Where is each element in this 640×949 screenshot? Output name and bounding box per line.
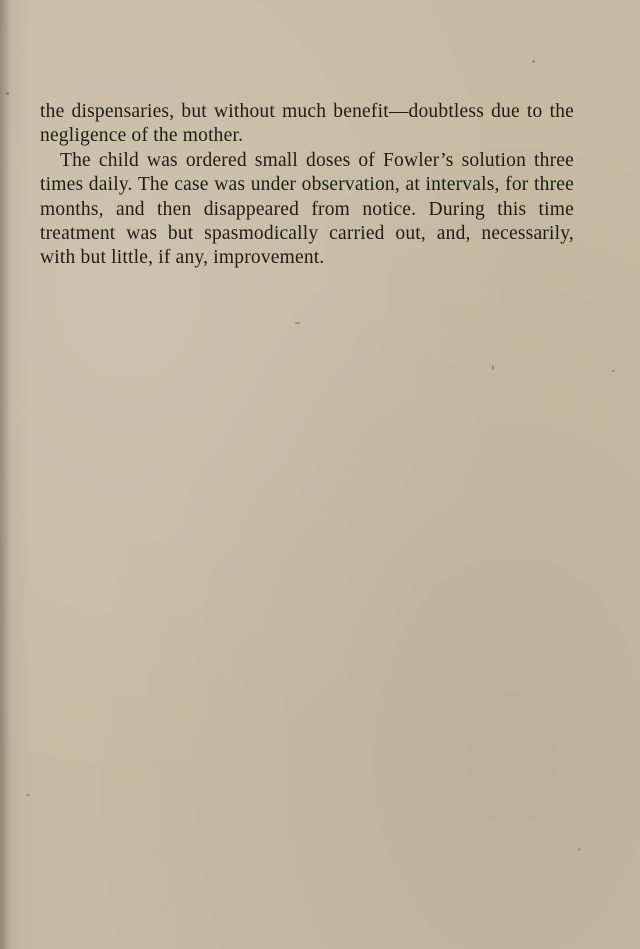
- page-edge-shadow: [0, 0, 10, 949]
- paper-speck: [6, 92, 9, 95]
- paper-speck: [532, 60, 535, 63]
- body-text: [40, 100, 574, 271]
- paper-speck: [612, 370, 615, 372]
- paper-speck: [26, 794, 30, 796]
- paragraph-treatment: The child was ordered small doses of Fowler’s solution three times daily. The case was under observation, at intervals, for three months, and then disappeared from notice. During this time treatment was but spasmodically carried out, and, necessarily, with but little, if any, improvement.: [40, 149, 574, 269]
- paragraph-continuation: the dispensaries, but without much benefit—doubtless due to the negligence of the mother.: [40, 101, 574, 147]
- paper-speck: [295, 322, 300, 324]
- paper-speck: [578, 848, 580, 851]
- paper-speck: [492, 365, 494, 370]
